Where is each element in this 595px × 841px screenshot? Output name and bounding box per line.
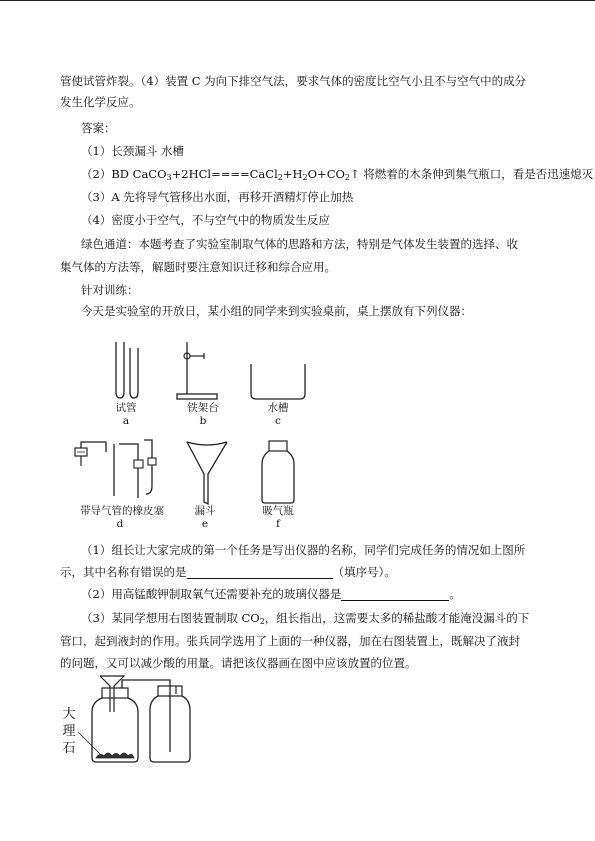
instrument-letter-b: b: [199, 415, 207, 427]
water-trough-drawing: [248, 360, 308, 402]
answer-heading: 答案：: [81, 121, 116, 135]
question-1-line-2: 示，其中名称有错误的是 （填序号）。: [60, 565, 396, 579]
instrument-label-a: 试管: [115, 402, 137, 414]
training-intro: 今天是实验室的开放日，某小组的同学来到实验桌前，桌上摆放有下列仪器：: [81, 304, 472, 318]
answer-item-4: （4）密度小于空气，不与空气中的物质发生反应: [81, 213, 330, 227]
instrument-letter-d: d: [116, 518, 124, 530]
test-tube-drawing: [108, 340, 144, 402]
marble-label-char-3: 石: [62, 741, 76, 756]
co2-apparatus-drawing: [60, 672, 210, 772]
instrument-label-b: 铁架台: [187, 402, 219, 414]
instrument-letter-c: c: [275, 415, 281, 427]
question-3-line-2: 管口，起到液封的作用。张兵同学选用了上面的一种仪器，加在右图装置上，既解决了液封: [60, 634, 520, 648]
instrument-letter-e: e: [201, 518, 209, 530]
marble-label: [60, 706, 78, 757]
iron-stand-drawing: [174, 340, 224, 402]
instrument-letter-f: f: [276, 518, 280, 530]
instrument-label-e: 漏斗: [194, 505, 216, 517]
instrument-label-f: 吸气瓶: [262, 505, 294, 517]
gas-bottle-drawing: [258, 438, 298, 506]
question-2: （2）用高锰酸钾制取氧气还需要补充的玻璃仪器是 。: [81, 587, 461, 601]
instrument-label-c: 水槽: [267, 402, 289, 414]
funnel-drawing: [185, 440, 229, 506]
answer-blank-2[interactable]: [341, 588, 449, 601]
answer-blank-1[interactable]: [187, 566, 333, 579]
page-top-rule: [0, 0, 595, 1]
instrument-letter-a: a: [122, 415, 130, 427]
green-channel-line-2: 集气体的方法等，解题时要注意知识迁移和综合应用。: [60, 260, 336, 274]
answer-item-2: （2）BD $CaCO_3+2HCl====CaCl_2+H_2O+CO_2↑$ 将燃着的木条伸到集气瓶口，看是否迅速熄灭: [81, 167, 594, 182]
answer-item-3: （3）A 先将导气管移出水面，再移开酒精灯停止加热: [81, 190, 354, 204]
marble-label-char-2: 理: [62, 724, 76, 739]
intro-line-1: 管使试管炸裂。（4）装置 C 为向下排空气法，要求气体的密度比空气小且不与空气中的成分: [60, 74, 527, 88]
question-1-line-1: （1）组长让大家完成的第一个任务是写出仪器的名称，同学们完成任务的情况如上图所: [81, 543, 526, 557]
training-heading: 针对训练：: [81, 283, 139, 297]
intro-line-2: 发生化学反应。: [60, 95, 141, 109]
answer-item-1: （1）长颈漏斗 水槽: [81, 144, 184, 158]
marble-label-char-1: 大: [62, 707, 76, 722]
instrument-label-d: 带导气管的橡皮塞: [80, 505, 164, 517]
question-3-line-3: 的问题，又可以减少酸的用量。请把该仪器画在图中应该放置的位置。: [60, 656, 417, 670]
question-3-line-1: （3）某同学想用右图装置制取 $CO_2$，组长指出，这需要太多的稀盐酸才能淹没漏斗的下: [81, 611, 530, 626]
green-channel-line-1: 绿色通道：本题考查了实验室制取气体的思路和方法，特别是气体发生装置的选择、收: [81, 237, 518, 251]
stopper-with-tube-drawing: [72, 438, 164, 506]
